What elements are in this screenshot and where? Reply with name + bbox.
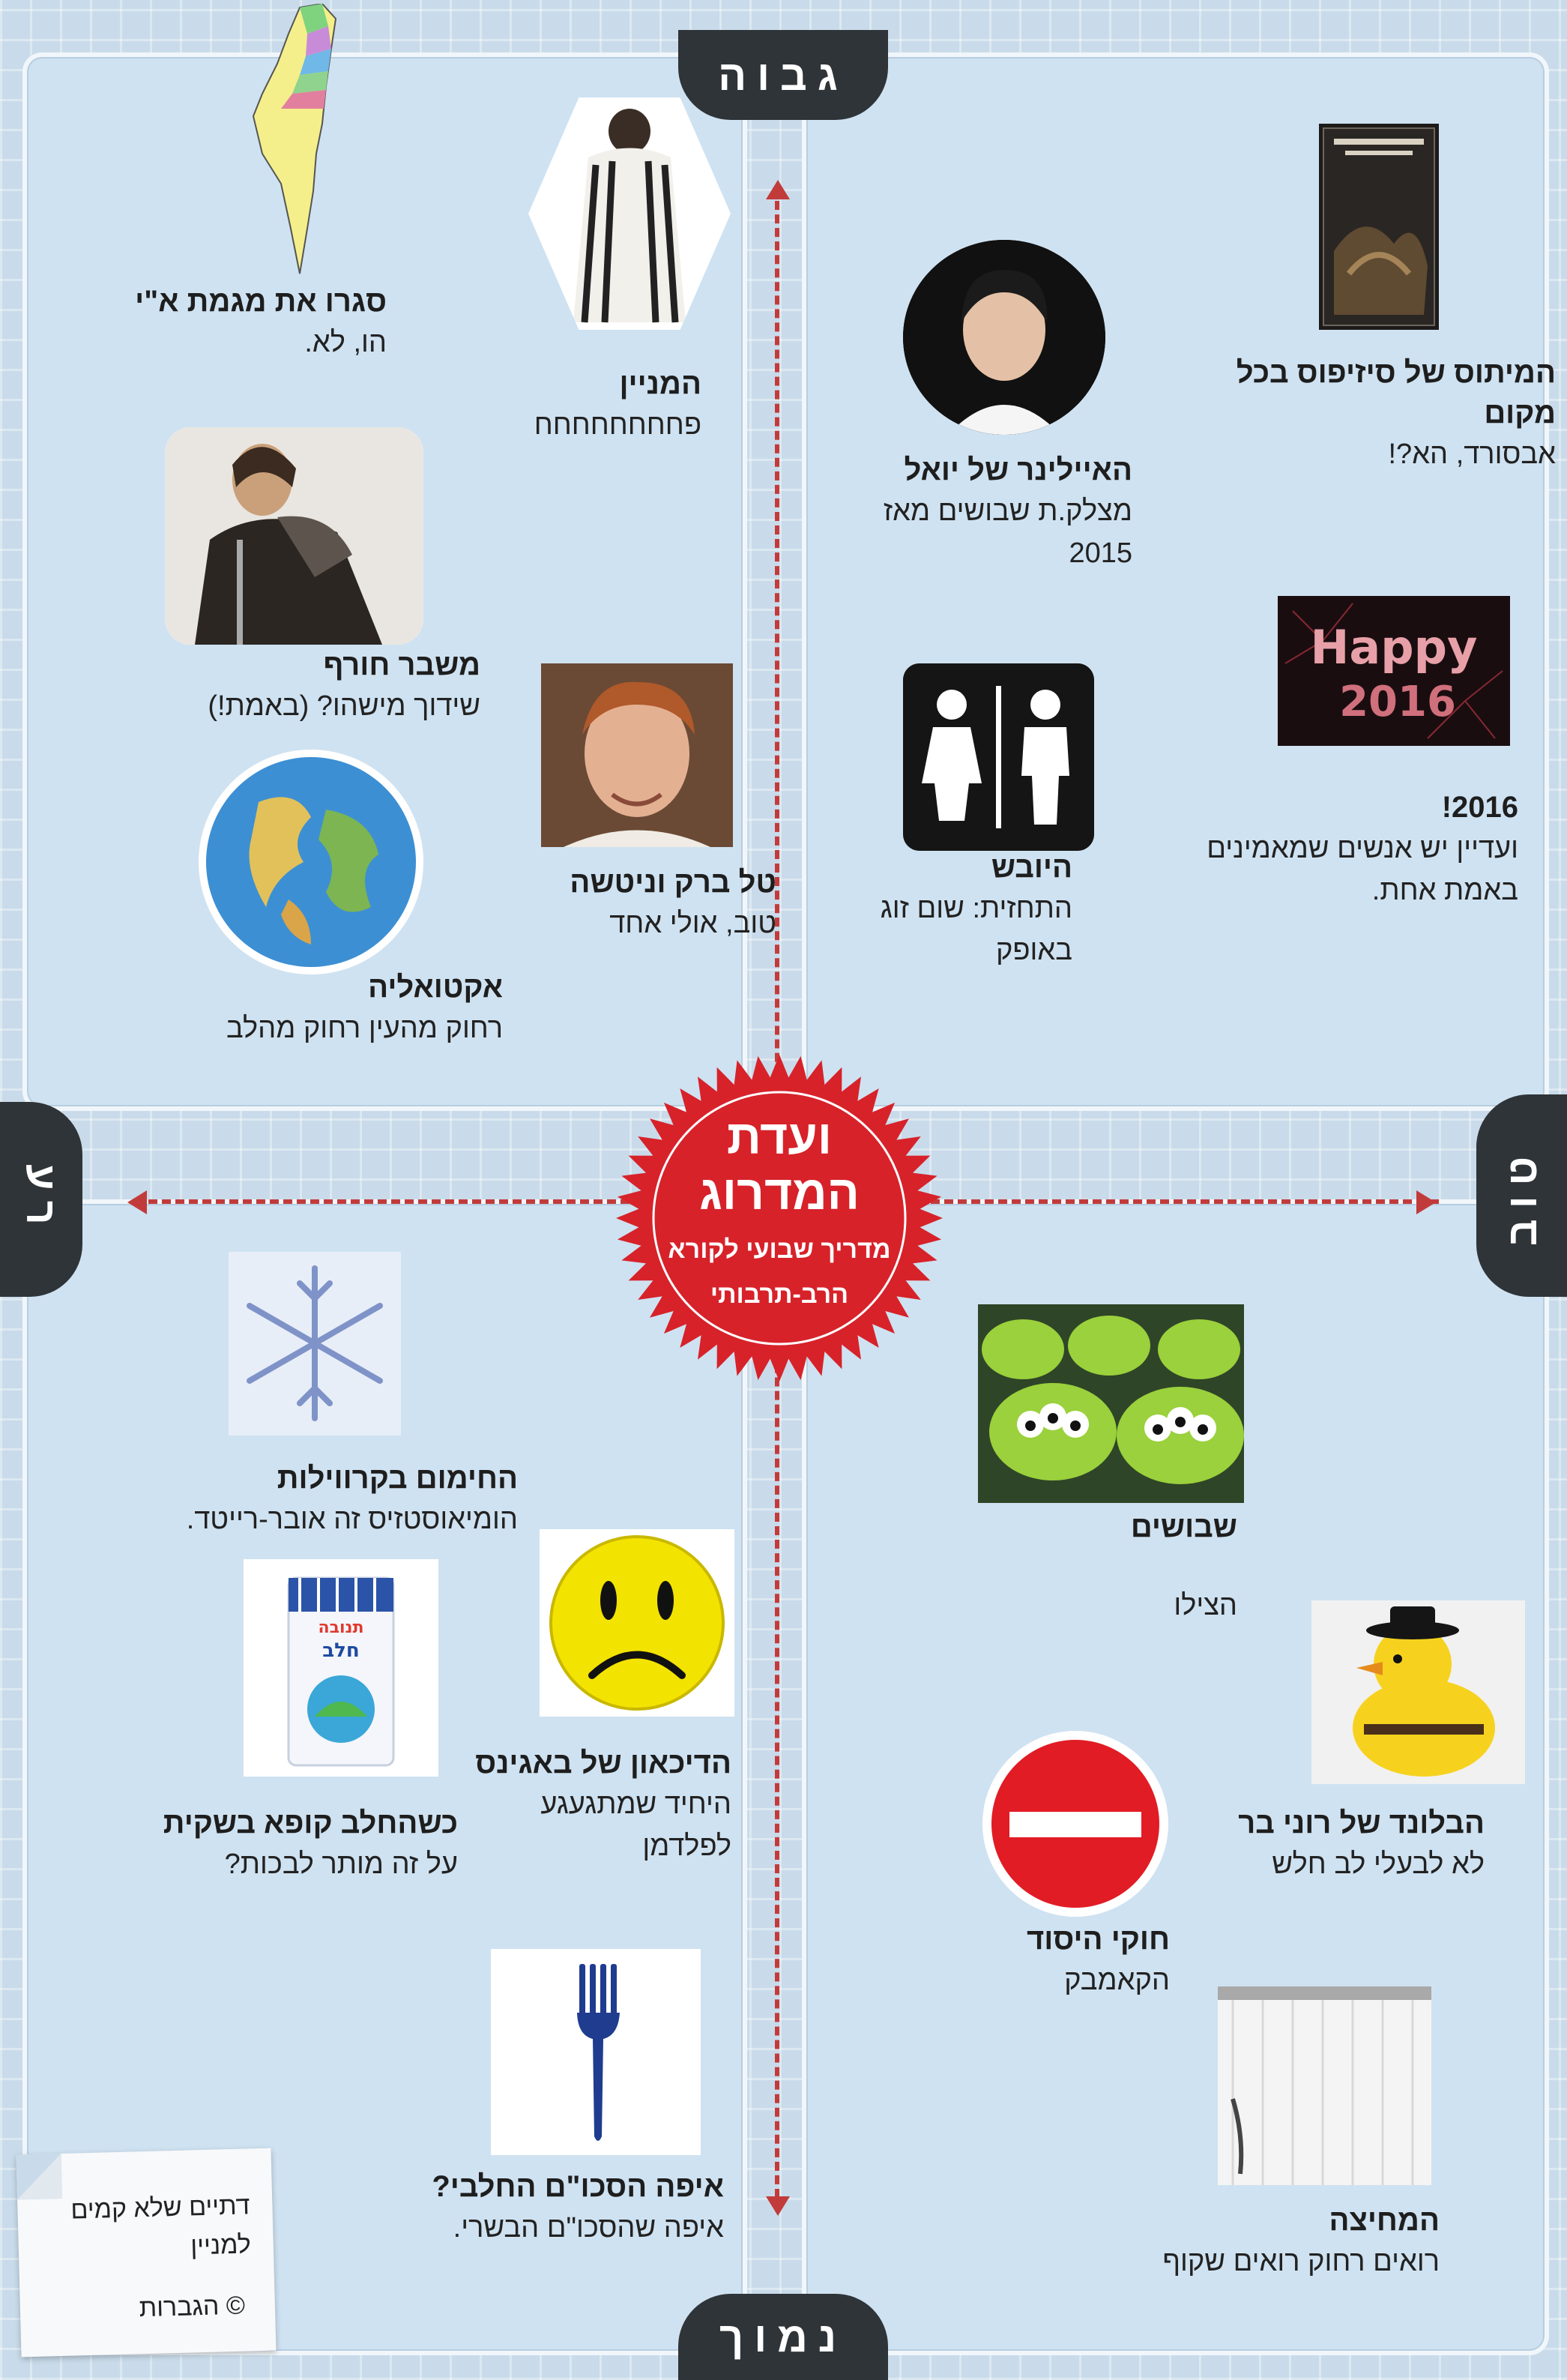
item-tal-title: טל ברק וניטשה [570,866,776,899]
item-milk [53,1803,458,1885]
item-globe-desc: רחוק מהעין רחוק מהלב [226,1013,503,1044]
axis-label-bottom: נמוך [678,2294,888,2380]
item-winter-desc: שידוך מישהו? (באמת!) [208,690,480,722]
item-eyeliner-desc-line2: 2015 [1069,537,1132,569]
item-duck-desc: לא לבעלי לב חלש [1272,1849,1485,1880]
seal-title-line1: ועדת [726,1110,833,1164]
axis-label-right: טוב [1476,1094,1567,1297]
item-fork-desc: איפה שהסכו"ם הבשרי. [453,2212,724,2244]
item-milk-desc: על זה מותר לבכות? [224,1849,458,1880]
item-minyan-desc: פחחחחחחחח [534,409,701,441]
item-sad-desc-line2: לפלדמן [642,1831,731,1862]
no-entry-icon [978,1728,1173,1919]
item-sisyphus [1136,352,1556,475]
item-fork-title: איפה הסכו"ם החלבי? [432,2170,724,2203]
item-sisyphus-desc: אבסורד, הא?! [1388,439,1556,470]
sticky-note-text: דתיים שלא קמים למניין [70,2191,252,2261]
item-stop [870,1919,1170,2001]
item-tal-desc: טוב, אולי אחד [609,908,776,939]
arrow-down-icon [766,2196,790,2216]
snowflake-icon [229,1252,401,1435]
axis-label-left: רע [0,1102,82,1297]
item-sisyphus-title-line1: המיתוס של סיזיפוס בכל [1236,356,1556,389]
curtain-icon [1218,1986,1431,2185]
item-map-title: סגרו את מגמת א"י [135,285,387,318]
item-globe [128,967,503,1049]
item-eyeliner [758,450,1132,574]
book-cover-icon [1319,124,1439,330]
item-toilet-title: היובש [991,851,1072,884]
item-sad-desc-line1: היחיד שמתגעגע [540,1789,731,1820]
fireworks-text-year: 2016 [1339,678,1456,726]
portrait-icon [541,663,733,847]
item-toilet-desc-line2: באופק [995,935,1072,966]
sad-face-icon [540,1529,734,1717]
item-winter-title: משבר חורף [323,648,480,681]
item-milk-title: כשהחלב קופא בשקית [163,1807,458,1840]
item-globe-title: אקטואליה [368,971,503,1004]
item-year [1099,787,1518,912]
item-curtain [1020,2200,1440,2283]
item-snow-desc: הומיאוסטזיס זה אובר-רייטד. [186,1504,518,1535]
item-eyeliner-title: האיילינר של יואל [904,454,1132,486]
seal-text [652,1109,907,1310]
arrow-left-icon [127,1190,147,1214]
item-aliens-desc: הצילו [1174,1590,1237,1621]
item-aliens-title: שבושים [1130,1510,1237,1543]
seal-title-line2: המדרוג [699,1166,860,1220]
axis-label-top: גבוה [678,30,888,120]
item-snow [98,1458,518,1540]
duck-icon [1311,1600,1525,1784]
item-sad-title: הדיכאון של באגינס [475,1747,731,1780]
israel-map-icon [247,4,341,277]
arrow-up-icon [766,180,790,199]
milk-bag-icon [244,1559,438,1777]
item-tal [477,862,776,945]
item-stop-desc: הקאמבק [1064,1965,1170,1996]
alien-icon [978,1304,1244,1503]
sticky-note [16,2148,277,2358]
item-duck-title: הבלונד של רוני בר [1238,1807,1485,1840]
item-year-desc-line1: ועדיין יש אנשים שמאמינים [1207,833,1518,864]
item-minyan-title: המניין [619,367,701,400]
sticky-credit: © הגברות [139,2291,246,2323]
fireworks-icon [1278,596,1510,746]
globe-icon [199,750,423,974]
portrait-icon [903,240,1105,435]
item-snow-title: החימום בקרווילות [277,1462,518,1495]
milk-label-text: חלב [322,1639,360,1662]
item-minyan [402,364,701,446]
fireworks-text-happy: Happy [1310,620,1478,675]
item-sisyphus-title-line2: מקום [1484,397,1556,430]
seal-subtitle-line2: הרב-תרבותי [710,1280,849,1309]
item-eyeliner-desc-line1: מצלק.ת שבושים מאז [883,495,1132,527]
item-curtain-desc: רואים רחוק רואים שקוף [1162,2246,1440,2277]
item-map [0,281,387,364]
item-curtain-title: המחיצה [1329,2204,1440,2237]
item-stop-title: חוקי היסוד [1027,1923,1170,1956]
item-year-desc-line2: באמת אחת. [1371,875,1518,906]
restroom-icon [903,663,1094,851]
item-toilet [758,847,1072,971]
item-winter [106,645,480,727]
item-map-desc: הו, לא. [304,327,387,358]
item-toilet-desc-line1: התחזית: שום זוג [880,893,1072,924]
item-fork [349,2166,724,2249]
seal-subtitle-line1: מדריך שבועי לקורא [668,1235,891,1264]
knight-icon [165,427,423,645]
milk-brand-text: תנובה [318,1618,364,1637]
fork-icon [491,1949,701,2155]
arrow-right-icon [1416,1190,1436,1214]
item-year-title: 2016! [1441,791,1518,824]
item-aliens [952,1507,1237,1627]
